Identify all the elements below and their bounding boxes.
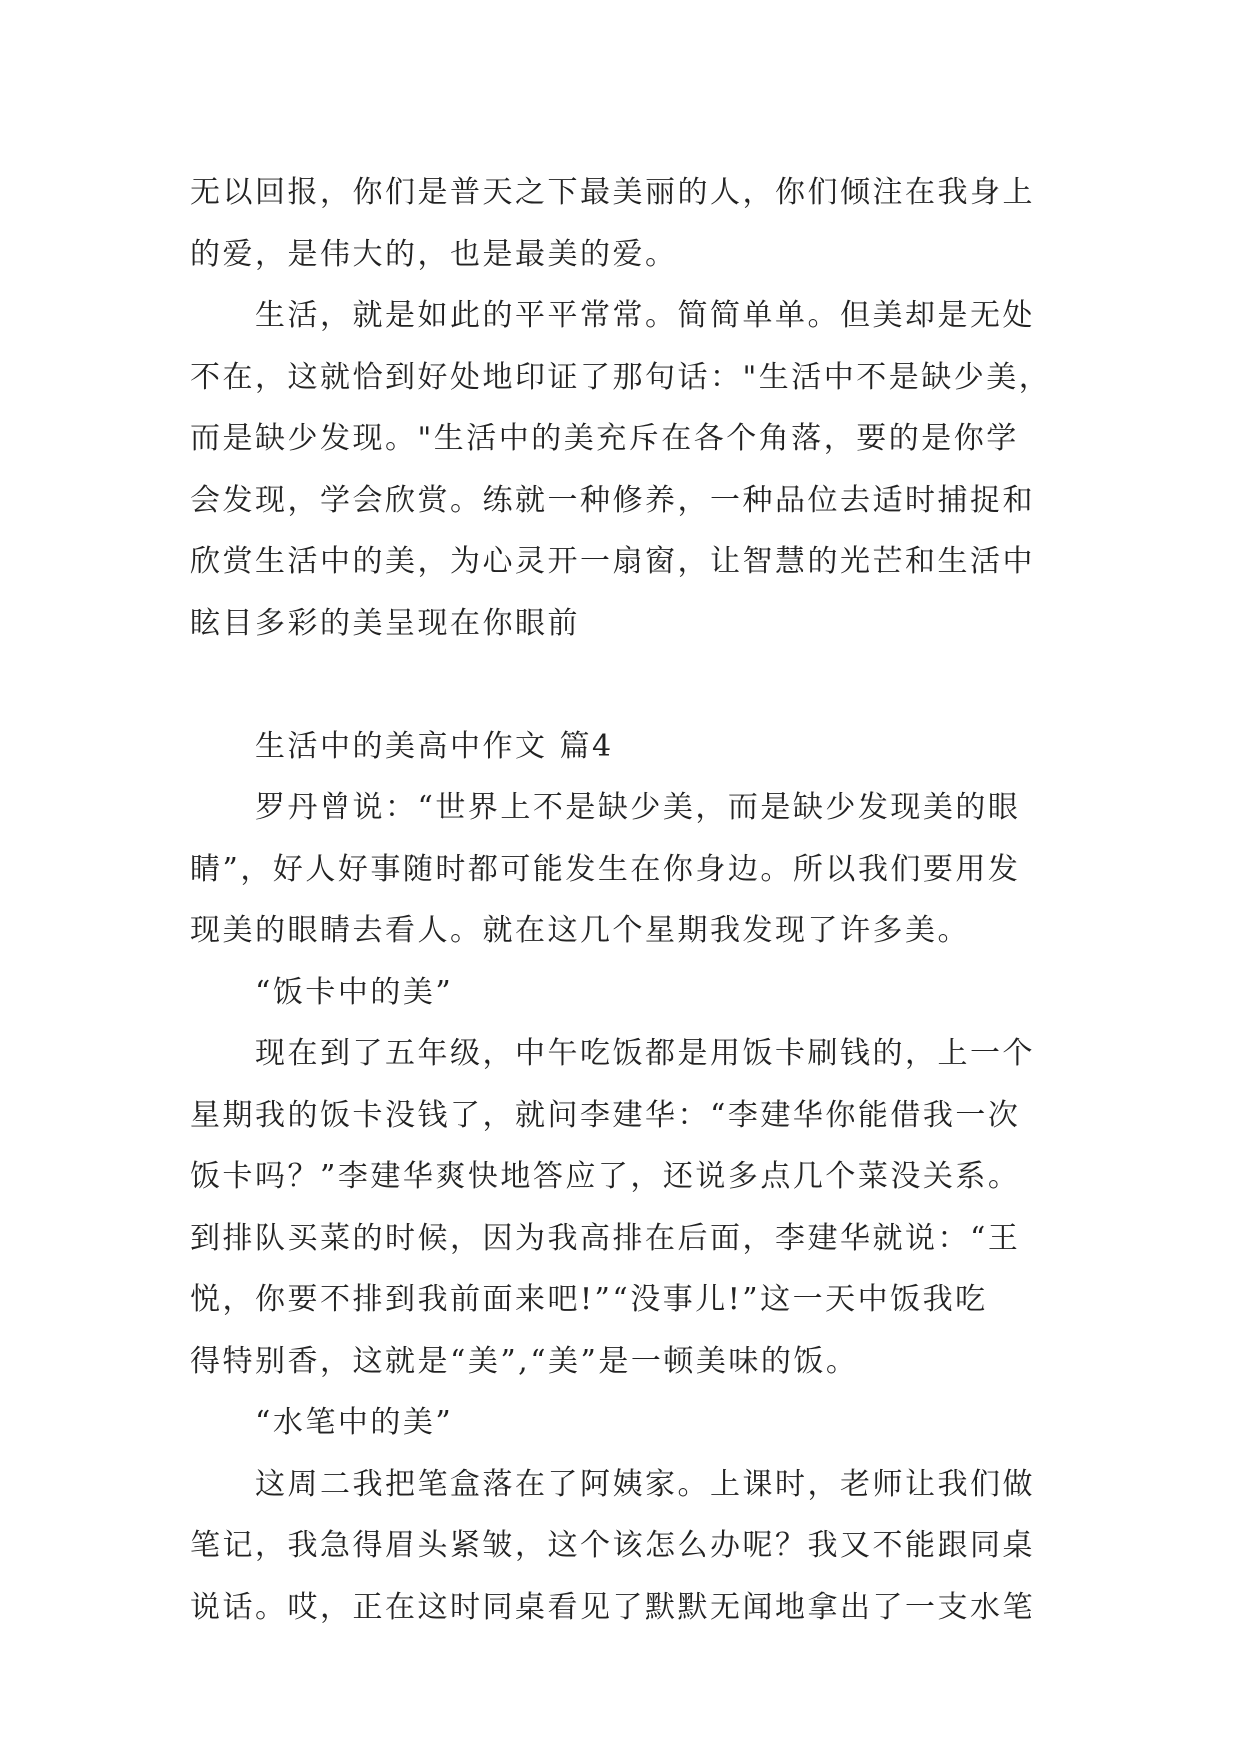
text-line: 眩目多彩的美呈现在你眼前 [190,605,580,641]
text-line: 这周二我把笔盒落在了阿姨家。上课时，老师让我们做 [255,1466,1035,1502]
text-line: 不在，这就恰到好处地印证了那句话："生活中不是缺少美， [190,359,1052,395]
text-line: 到排队买菜的时候，因为我高排在后面，李建华就说：“王 [190,1220,1021,1256]
text-line: 而是缺少发现。"生活中的美充斥在各个角落，要的是你学 [190,421,1019,456]
text-line: 睛”，好人好事随时都可能发生在你身边。所以我们要用发 [190,851,1021,887]
paragraph [190,1023,1070,1392]
section-heading: 生活中的美高中作文 篇4 [255,728,614,764]
text-line: 现在到了五年级，中午吃饭都是用饭卡刷钱的，上一个 [255,1036,1035,1071]
text-line: 罗丹曾说：“世界上不是缺少美，而是缺少发现美的眼 [255,790,1021,825]
text-line: 悦，你要不排到我前面来吧!”“没事儿!”这一天中饭我吃 [190,1282,988,1317]
document-body [190,162,1070,1638]
paragraph [190,162,1070,285]
text-line: 得特别香，这就是“美”,“美”是一顿美味的饭。 [190,1343,859,1379]
paragraph [190,285,1070,654]
text-line: 笔记，我急得眉头紧皱，这个该怎么办呢？我又不能跟同桌 [190,1528,1035,1563]
subheading: “水笔中的美” [255,1405,454,1440]
text-line: 星期我的饭卡没钱了，就问李建华：“李建华你能借我一次 [190,1097,1021,1133]
text-line: 说话。哎，正在这时同桌看见了默默无闻地拿出了一支水笔 [190,1589,1035,1625]
text-line: 现美的眼睛去看人。就在这几个星期我发现了许多美。 [190,913,970,948]
paragraph-gap [190,654,1070,716]
paragraph [190,1454,1070,1639]
text-line: 欣赏生活中的美，为心灵开一扇窗，让智慧的光芒和生活中 [190,544,1035,579]
paragraph [190,777,1070,962]
text-line: 饭卡吗？”李建华爽快地答应了，还说多点几个菜没关系。 [190,1159,1021,1194]
text-line: 的爱，是伟大的，也是最美的爱。 [190,236,678,272]
text-line: 无以回报，你们是普天之下最美丽的人，你们倾注在我身上 [190,175,1035,210]
subheading: “饭卡中的美” [255,974,454,1010]
text-line: 会发现，学会欣赏。练就一种修养，一种品位去适时捕捉和 [190,482,1035,518]
text-line: 生活，就是如此的平平常常。简简单单。但美却是无处 [255,298,1035,333]
